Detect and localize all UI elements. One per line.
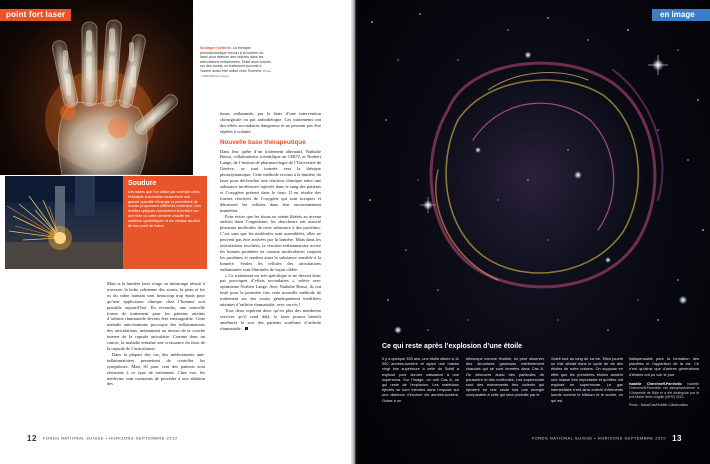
- left-col1-paragraph: Mais si la lumière laser rouge ou infrarouge réussit à traverser la boîte crânienne des souris, la peau et les os du crâne humain sont beaucoup trop épais pour qu’une application clinique chez l’homme soit possible aujourd’hui. En revanche, une nouvelle forme de traitement pour les patients atteints d’arthrite rhumatoïde devrait être envisageable. Cette maladie auto-immune provoque des inflammations des articulations, notamment au niveau de la couche interne de la capsule articulaire. Comme dans un cancer, la maladie entraîne une croissance du tissu de la capsule de l’articulation.: [107, 281, 205, 351]
- section-tag-point-fort-laser: point fort laser: [0, 9, 71, 21]
- right-footer-text: FONDS NATIONAL SUISSE • HORIZONS SEPTEMBRE 2010: [531, 435, 667, 441]
- left-page-number: 12: [27, 434, 37, 443]
- left-col1-paragraph: Dans la plupart des cas, des médicaments anti-inflammatoires permettent de contrôler les symptômes. Mais 30 pour cent des patients sont résistants à ce type de traitement. Chez eux, les médecins sont contraints de procéder à une ablation des: [107, 351, 205, 387]
- left-col2-paragraph: Pour éviter que les tissus ne soient libérés au niveau endroit dans l’organisme, les chercheurs ont associé plusieurs molécules de cette substance à des protéines. C’est sans que les molécules sont assemblées, elles ne peuvent pas être activées par la lumière. Mais dans les articulations touchées, la réaction inflammatoire active les bonnes protéines en ciseaux moléculaires coupent les protéines et rendent ainsi la substance sensible à la lumière. Seules les cellules des articulations enflammées sont éliminées de façon ciblée.: [220, 213, 321, 272]
- hand-photo-caption: [200, 46, 272, 78]
- right-footer: [532, 434, 682, 443]
- laser-welding-photo: [5, 176, 123, 269]
- right-page-number: 13: [672, 434, 682, 443]
- right-col4-text: indispensable pour la formation des planètes et l’apparition de la vie. Ce n’est qu’ainsi que d’autres générations d’étoiles ont pu voir le jour.: [629, 356, 699, 377]
- subheading-nouvelle-base: Nouvelle base thérapeutique: [220, 138, 306, 146]
- caption-credit: Photo : CNRI/SPL/Keystone: [200, 68, 272, 78]
- caption-lead: Soulager l’arthrite.: [200, 46, 232, 50]
- right-page: [358, 0, 710, 464]
- author-credit-name: Isabelle Cherchneff-Parrinello: [629, 381, 682, 386]
- left-col2-paragraph: Dans leur quête d’un traitement alternatif, Nathalie Busso, collaboratrice scientifique au CHUV, et Norbert Lange, de l’institut de pharmacologie de l’Université de Genève, se sont tournés vers la thérapie photodynamique. Cette méthode recourt à la lumière du laser pour déclencher une réaction chimique entre une substance inoffensive injectée dans le sang des patients et l’oxygène présent dans le tissu. Il en résulte des formes réactives de l’oxygène qui sont toxiques et détruisent les cellules dans leur environnement immédiat.: [220, 148, 321, 213]
- soudure-title: Soudure: [128, 180, 157, 187]
- left-footer: [27, 434, 177, 443]
- right-column-3: Soleil tout au long de sa vie. Elles jouent un rôle décisif dans le cycle de vie des étoiles de notre univers. On suppose en effet que les premières étoiles avaient une masse très importante et qu’elles ont explosé en supernovae. Le gaz interstellaire s’est ainsi enrichi d’éléments lourds comme le silicium et le soufre, ce qui est: [551, 356, 623, 403]
- right-column-4: [629, 356, 699, 408]
- right-page-title: Ce qui reste après l’explosion d’une étoile: [382, 343, 523, 350]
- left-col2-last-text: Tous deux espèrent donc qu’en plus des nombreux services qu’il rend déjà, le laser pourra bientôt améliorer le sort des patients souffrant d’arthrite rhumatoïde.: [220, 308, 321, 331]
- soudure-sidebar: [123, 176, 207, 269]
- end-of-article-mark: [245, 327, 248, 330]
- left-col2-paragraph: « Ce traitement est très spécifique et ne devrait donc pas provoquer d’effets secondaires », relève avec optimisme Norbert Lange. Avec Nathalie Busso, ils ont testé pour la première fois cette nouvelle méthode de traitement sur des souris génétiquement modifiées atteintes d’arthrite rhumatoïde, avec succès !: [220, 272, 321, 308]
- left-column-1: [107, 281, 205, 387]
- section-tag-en-image: en image: [652, 9, 710, 21]
- hand-xray-photo: [0, 0, 193, 175]
- photo-credit: Photo : Nasa/Cas/Hubble Collaboration: [629, 403, 689, 408]
- left-column-2: [220, 111, 321, 332]
- laser-welding-illustration: [5, 176, 123, 269]
- left-footer-text: FONDS NATIONAL SUISSE • HORIZONS SEPTEMBRE 2010: [42, 435, 178, 441]
- hand-xray-illustration: [0, 0, 193, 175]
- right-column-1: Il y a quelque 330 ans, une étoile située à 11 000 années-lumière et ayant une masse vingt fois supérieure à celle du Soleil a explosé pour donner naissance à une supernova. Sur l’image, on voit Cas A, ce qui reste de l’explosion. Les matériaux éjectés se sont étendus dans l’espace sur une distance d’environ dix années-lumière. Grâce à un: [382, 356, 459, 403]
- caption-text: La thérapie photodynamique recourt à la lumière du laser pour détruire des cellules dans les articulations enflammées. Testé avec succès sur des souris, ce traitement pourrait à l’avenir aussi être utilisé chez l’homme.: [200, 46, 272, 73]
- soudure-text: Les lasers que l’on utilise par exemple dans l’industrie automobile concentrent une grande quantité d’énergie et permettent de souder proprement différents matériaux. Des lentilles optiques concentrent la lumière sur une fibre où cette dernière chauffe les matières synthétiques et les métaux au-delà de leur point de fusion.: [128, 190, 202, 228]
- left-col2-paragraph: [220, 308, 321, 332]
- author-credit: [629, 382, 699, 408]
- left-col2-intro: tissus enflammés, par le biais d’une intervention chirurgicale ou par radiothérapie. Ces traitements ont des effets secondaires dangereux et ne peuvent pas être répétés à volonté.: [220, 111, 321, 134]
- right-column-2: télescope comme Hubble, on peut observer des structures gazeuses extrêmement chaudes qui se sont formées dans Cas A. On découvre aussi des particules de poussière et des molécules. Les supernovae sont des événements très violents qui éjectent en une seule fois une énergie comparable à celle qui sera produite par le: [466, 356, 544, 398]
- author-credit-text: Isabelle Cherchneff-Parrinello est astrophysicienne à l’Université de Bâle et a été distinguée par le prix Marie Heim-Vögtlin (MHV) 2010.: [629, 381, 699, 400]
